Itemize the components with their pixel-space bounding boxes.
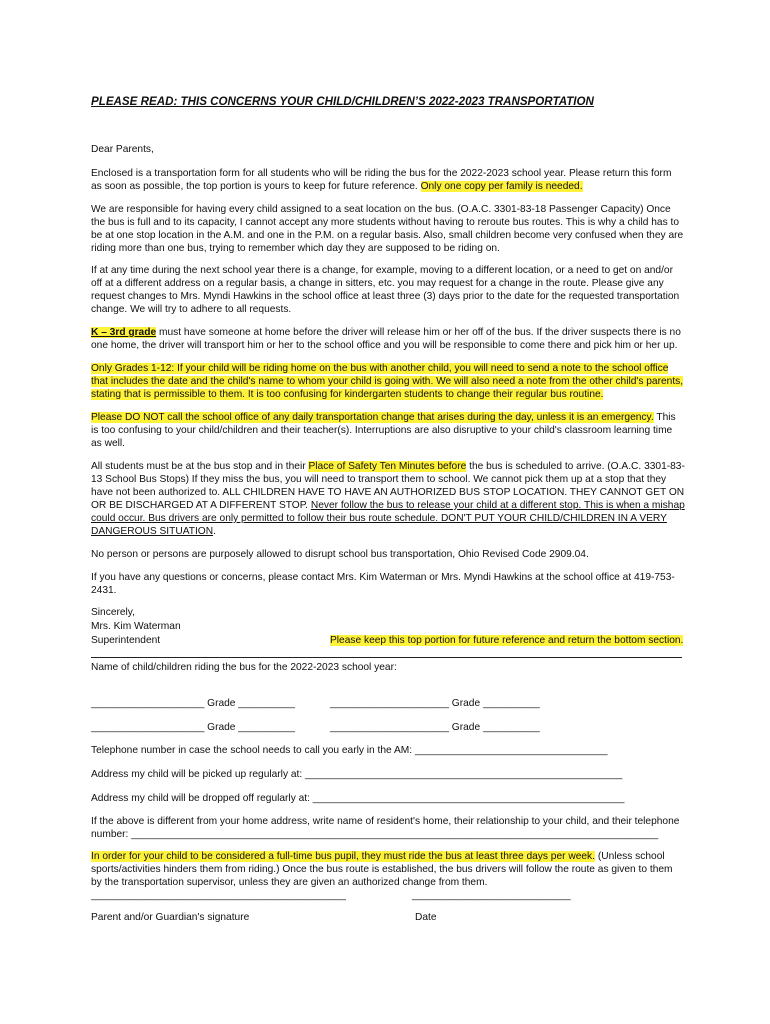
paragraph-do-not-call — [91, 411, 685, 450]
signature-line[interactable]: _____________________________________________ — [91, 890, 346, 901]
paragraph-ohio-code: No person or persons are purposely allowed to disrupt school bus transportation, Ohio Revised Code 2909.04. — [91, 549, 589, 560]
paragraph-route-changes: If at any time during the next school year there is a change, for example, moving to a different location, or a need to get on and/or off at a different address on a regular basis, a change in sitters, etc. you may request for a change in the route. Please give any request changes to Mrs. Myndi Hawkins in the school office at least three (3) days prior to the date for the requested transportation change. We will try to adhere to all requests. — [91, 265, 680, 315]
paragraph-text: must have someone at home before the driver will release him or her off of the bus. If the driver suspects there is no one home, the driver will transport him or her to the school office and you will be responsible to come there and pick him or her up. — [91, 327, 681, 351]
highlight-keep-note: Please keep this top portion for future reference and return the bottom section. — [330, 635, 684, 646]
paragraph-enclosed-form — [91, 167, 685, 193]
paragraph-text: Enclosed is a transportation form for all students who will be riding the bus for the 2022-2023 school year. Please return this form as soon as possible, the top portion is yours to keep for future reference. — [91, 168, 672, 192]
paragraph-bus-stop — [91, 460, 685, 538]
children-label: Name of child/children riding the bus for the 2022-2023 school year: — [91, 662, 397, 673]
different-address-field[interactable]: If the above is different from your home address, write name of resident's home, their relationship to your child, and their telephone number: _____________________________________________________________________________________________ — [91, 816, 680, 840]
closing-role: Superintendent — [91, 635, 161, 646]
paragraph-k-3rd-grade — [91, 326, 685, 352]
closing-sincerely: Sincerely, — [91, 607, 135, 618]
pickup-address-field[interactable]: Address my child will be picked up regularly at: ________________________________________________________ — [91, 769, 623, 780]
page-title: PLEASE READ: THIS CONCERNS YOUR CHILD/CHILDREN’S 2022-2023 TRANSPORTATION — [91, 95, 594, 108]
signature-label: Parent and/or Guardian's signature — [91, 912, 250, 923]
telephone-field[interactable]: Telephone number in case the school needs to call you early in the AM: __________________________________ — [91, 745, 608, 756]
paragraph-text: . — [213, 526, 216, 537]
closing-name: Mrs. Kim Waterman — [91, 621, 181, 632]
highlight-do-not-call: Please DO NOT call the school office of any daily transportation change that arises during the day, unless it is an emergency. — [91, 412, 654, 423]
highlight-k-3rd-grade: K – 3rd grade — [91, 327, 157, 338]
paragraph-grades-1-12 — [91, 362, 685, 401]
underlined-warning: Never follow the bus to release your child at a different stop. This is when a mishap could occur. Bus drivers are only permitted to follow their bus route schedule. DON'T PUT YOUR CHILD/CHILDREN IN A VERY DANGEROUS SITUATION — [91, 500, 685, 537]
date-label: Date — [415, 912, 437, 923]
highlight-grades-1-12: Only Grades 1-12: If your child will be riding home on the bus with another child, you will need to send a note to the school office that includes the date and the child's name to whom your child is going with. We will also need a note from the other child's parents, stating that is permissible to them. It is too confusing for kindergarten students to change their regular bus routine. — [91, 363, 684, 400]
grade-field-2[interactable]: _____________________ Grade __________ — [330, 698, 540, 709]
grade-field-3[interactable]: ____________________ Grade __________ — [91, 722, 295, 733]
paragraph-text: (Unless school sports/activities hinders them from riding.) Once the bus route is established, the bus drivers will follow the route as given to them by the transportation supervisor, unless they are given an authorized change from them. — [91, 851, 673, 888]
greeting: Dear Parents, — [91, 144, 154, 155]
date-line[interactable]: ____________________________ — [412, 890, 571, 901]
grade-field-4[interactable]: _____________________ Grade __________ — [330, 722, 540, 733]
highlight-full-time: In order for your child to be considered a full-time bus pupil, they must ride the bus at least three days per week. — [91, 851, 595, 862]
keep-portion-note — [330, 634, 683, 647]
highlight-place-of-safety: Place of Safety Ten Minutes before — [308, 461, 467, 472]
paragraph-text: All students must be at the bus stop and in their — [91, 461, 309, 472]
paragraph-text: the bus is scheduled to arrive. (O.A.C. 3301-83-13 School Bus Stops) If they miss the bus, you will need to transport them to school. We cannot pick them up at a stop that they have not been authorized to. ALL CHILDREN HAVE TO HAVE AN AUTHORIZED BUS STOP LOCATION. THEY CANNOT GET ON OR BE DISCHARGED AT A DIFFERENT STOP. — [91, 461, 685, 511]
paragraph-seat-location: We are responsible for having every child assigned to a seat location on the bus. (O.A.C. 3301-83-18 Passenger Capacity) Once the bus is full and to its capacity, I cannot accept any more students without having to reroute bus routes. This is why a child has to be at one stop location in the A.M. and one in the P.M. on a regular basis. Also, small children become very confused when they are riding more than one bus, trying to remember which day they are supposed to be riding on. — [91, 204, 684, 254]
highlight-one-copy: Only one copy per family is needed. — [420, 181, 583, 192]
dropoff-address-field[interactable]: Address my child will be dropped off regularly at: _______________________________________________________ — [91, 793, 625, 804]
paragraph-text: This is too confusing to your child/children and their teacher(s). Interruptions are also disruptive to your child's classroom learning time as well. — [91, 412, 676, 449]
grade-field-1[interactable]: ____________________ Grade __________ — [91, 698, 295, 709]
paragraph-full-time-pupil — [91, 850, 685, 889]
paragraph-contact: If you have any questions or concerns, please contact Mrs. Kim Waterman or Mrs. Myndi Hawkins at the school office at 419-753-2431. — [91, 572, 675, 596]
cut-divider — [91, 657, 682, 658]
